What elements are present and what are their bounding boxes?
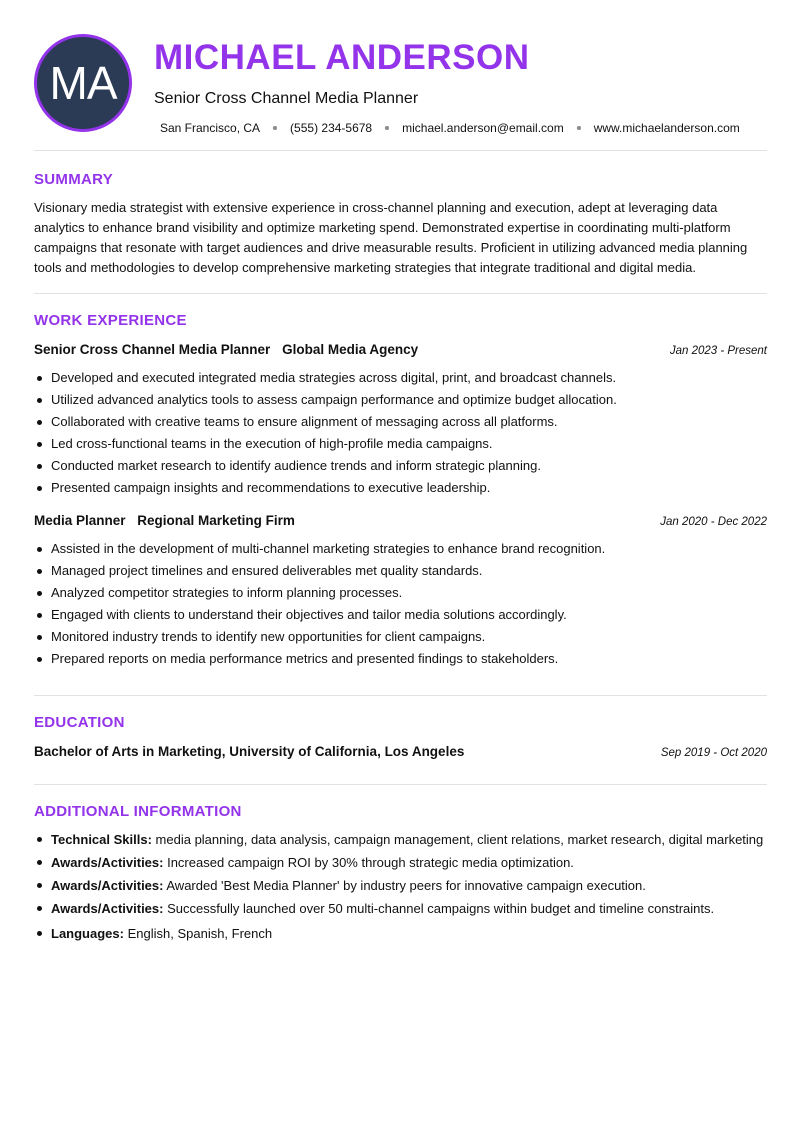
education-dates: Sep 2019 - Oct 2020 (660, 747, 767, 759)
education-degree: Bachelor of Arts in Marketing, University of California, Los Angeles (34, 744, 465, 759)
contact-location: San Francisco, CA (160, 121, 261, 135)
additional-info-heading: ADDITIONAL INFORMATION (34, 803, 242, 820)
item-label: Awards/Activities: (51, 855, 164, 870)
additional-info-list (34, 830, 767, 943)
work-experience-heading: WORK EXPERIENCE (34, 312, 187, 329)
list-item: Monitored industry trends to identify new opportunities for client campaigns. (34, 626, 767, 648)
job-entry (34, 340, 767, 499)
summary-text: Visionary media strategist with extensive experience in cross-channel planning and execution, adept at leveraging data analytics to enhance brand visibility and optimize marketing spend. Demonstrated expertise in coordinating multi-platform campaigns that resonate with target audiences and drive measurable results. Proficient in utilizing advanced media planning tools and methodologies to develop comprehensive marketing strategies that integrate traditional and digital media. (34, 200, 748, 275)
contact-website: www.michaelanderson.com (593, 121, 740, 135)
list-item (34, 876, 767, 895)
item-label: Awards/Activities: (51, 901, 164, 916)
summary-heading: SUMMARY (34, 171, 114, 188)
list-item: Analyzed competitor strategies to inform planning processes. (34, 582, 767, 604)
list-item: Utilized advanced analytics tools to assess campaign performance and optimize budget allocation. (34, 389, 767, 411)
contact-line (160, 120, 740, 136)
item-text: English, Spanish, French (127, 926, 273, 941)
contact-phone: (555) 234-5678 (290, 121, 373, 135)
item-text: Increased campaign ROI by 30% through strategic media optimization. (167, 855, 574, 870)
list-item: Collaborated with creative teams to ensure alignment of messaging across all platforms. (34, 411, 767, 433)
education-entry (34, 742, 767, 763)
separator-dot-icon (577, 126, 581, 130)
list-item: Presented campaign insights and recommendations to executive leadership. (34, 477, 767, 499)
job-bullets (34, 538, 767, 670)
resume-page (34, 0, 767, 1130)
list-item (34, 830, 767, 849)
summary-section (34, 151, 767, 294)
list-item: Developed and executed integrated media strategies across digital, print, and broadcast channels. (34, 367, 767, 389)
avatar (34, 34, 132, 132)
job-dates: Jan 2023 - Present (669, 345, 767, 357)
work-experience-section (34, 294, 767, 696)
list-item (34, 853, 767, 872)
contact-email: michael.anderson@email.com (402, 121, 564, 135)
job-bullets (34, 367, 767, 499)
job-company: Regional Marketing Firm (137, 513, 295, 528)
list-item: Prepared reports on media performance metrics and presented findings to stakeholders. (34, 648, 767, 670)
job-header (34, 340, 767, 361)
list-item: Assisted in the development of multi-channel marketing strategies to enhance brand recognition. (34, 538, 767, 560)
additional-info-section (34, 785, 767, 943)
job-role: Media Planner (34, 513, 126, 528)
separator-dot-icon (385, 126, 389, 130)
resume-header (34, 0, 767, 151)
list-item (34, 924, 767, 943)
list-item (34, 899, 767, 918)
job-dates: Jan 2020 - Dec 2022 (660, 516, 767, 528)
item-label: Awards/Activities: (51, 878, 164, 893)
job-header (34, 511, 767, 532)
job-role: Senior Cross Channel Media Planner (34, 342, 271, 357)
separator-dot-icon (273, 126, 277, 130)
avatar-initials: MA (49, 57, 117, 109)
candidate-title: Senior Cross Channel Media Planner (154, 90, 419, 107)
list-item: Led cross-functional teams in the execution of high-profile media campaigns. (34, 433, 767, 455)
list-item: Conducted market research to identify audience trends and inform strategic planning. (34, 455, 767, 477)
list-item: Managed project timelines and ensured deliverables met quality standards. (34, 560, 767, 582)
job-entry (34, 511, 767, 670)
list-item: Engaged with clients to understand their objectives and tailor media solutions accordingly. (34, 604, 767, 626)
item-label: Technical Skills: (51, 832, 152, 847)
candidate-name: MICHAEL ANDERSON (154, 38, 530, 77)
item-text: Awarded 'Best Media Planner' by industry peers for innovative campaign execution. (166, 878, 646, 893)
job-company: Global Media Agency (282, 342, 419, 357)
item-text: media planning, data analysis, campaign management, client relations, market research, digital marketing (155, 832, 764, 847)
item-text: Successfully launched over 50 multi-channel campaigns within budget and timeline constraints. (167, 901, 715, 916)
item-label: Languages: (51, 926, 124, 941)
education-heading: EDUCATION (34, 714, 125, 731)
education-section (34, 696, 767, 785)
